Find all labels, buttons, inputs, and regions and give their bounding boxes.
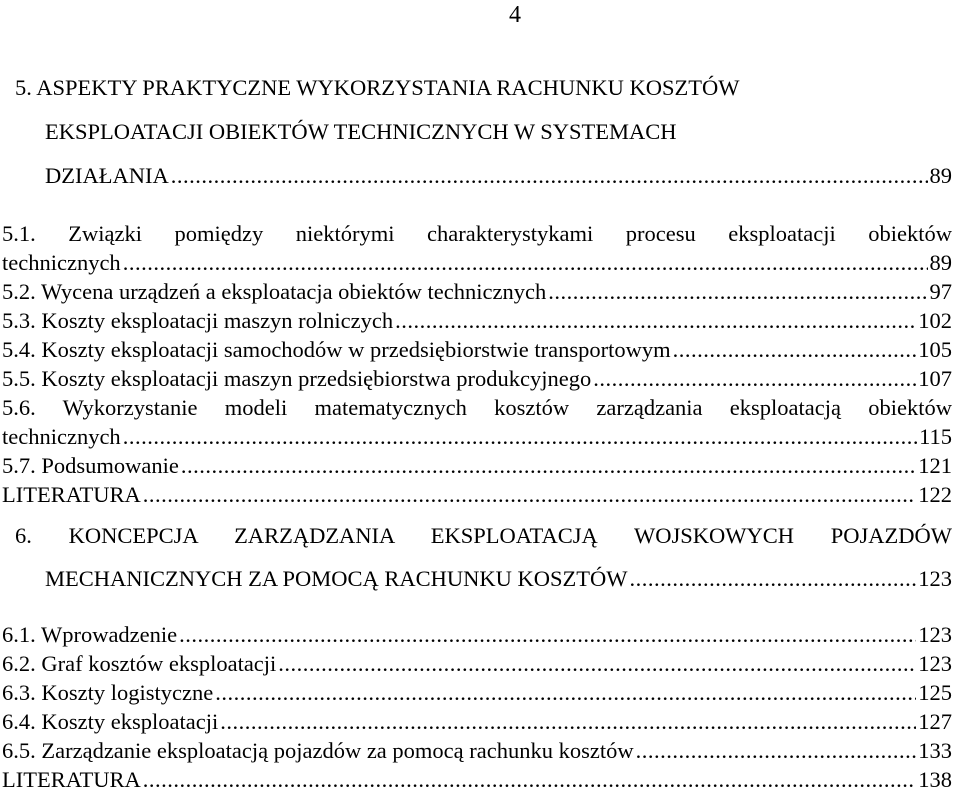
toc-page-number: 123 <box>918 651 952 676</box>
toc-page-number: 121 <box>918 453 952 478</box>
dot-leader <box>171 162 928 190</box>
toc-page-number: 123 <box>918 622 952 647</box>
toc-entry-title: 5.4. Koszty eksploatacji samochodów w przedsiębiorstwie transportowym <box>2 337 671 362</box>
dot-leader <box>220 708 916 736</box>
dot-leader <box>181 452 916 480</box>
toc-entry-title: LITERATURA <box>2 767 141 792</box>
toc-chapter-6-title-part1: 6. KONCEPCJA ZARZĄDZANIA EKSPLOATACJĄ WOJSKOWYCH POJAZDÓW <box>15 523 952 548</box>
toc-page-number: 97 <box>929 279 952 304</box>
toc-entry-title: technicznych <box>2 424 121 449</box>
toc-entry-title: 5.3. Koszty eksploatacji maszyn rolniczych <box>2 308 394 333</box>
dot-leader <box>395 307 916 335</box>
toc-entry-title: 5.1. Związki pomiędzy niektórymi charakterystykami procesu eksploatacji obiektów <box>2 221 952 246</box>
dot-leader <box>630 565 917 593</box>
page-number: 4 <box>509 2 521 28</box>
toc-page-number: 133 <box>918 738 952 763</box>
toc-chapter-5-title-part3: DZIAŁANIA <box>45 163 169 188</box>
dot-leader <box>278 650 916 678</box>
toc-page-number: 107 <box>918 366 952 391</box>
toc-entry-title: 6.1. Wprowadzenie <box>2 622 178 647</box>
dot-leader <box>123 249 928 277</box>
toc-entry-title: 6.3. Koszty logistyczne <box>2 680 214 705</box>
toc-entry-title: 5.2. Wycena urządzeń a eksploatacja obiektów technicznych <box>2 279 547 304</box>
dot-leader <box>593 365 916 393</box>
dot-leader <box>215 679 916 707</box>
toc-page-number: 115 <box>919 424 952 449</box>
toc-entry-title: 6.5. Zarządzanie eksploatacją pojazdów za pomocą rachunku kosztów <box>2 738 634 763</box>
dot-leader <box>636 737 917 765</box>
toc-page-number: 89 <box>929 250 952 275</box>
toc-entry-title: 5.5. Koszty eksploatacji maszyn przedsiębiorstwa produkcyjnego <box>2 366 592 391</box>
toc-chapter-6-title-part2: MECHANICZNYCH ZA POMOCĄ RACHUNKU KOSZTÓW <box>45 566 628 591</box>
toc-page-number: 125 <box>918 680 952 705</box>
toc-entry-title: 5.7. Podsumowanie <box>2 453 179 478</box>
toc-entry-title: technicznych <box>2 250 121 275</box>
dot-leader <box>548 278 927 306</box>
toc-entry-title: LITERATURA <box>2 482 141 507</box>
toc-page-number: 89 <box>929 163 952 188</box>
dot-leader <box>123 423 917 451</box>
toc-chapter-5-title-part2: EKSPLOATACJI OBIEKTÓW TECHNICZNYCH W SYSTEMACH <box>45 119 677 144</box>
toc-entry-title: 6.2. Graf kosztów eksploatacji <box>2 651 277 676</box>
toc-page-number: 127 <box>918 709 952 734</box>
toc-page-number: 138 <box>918 767 952 792</box>
dot-leader <box>143 481 917 509</box>
toc-entry-title: 5.6. Wykorzystanie modeli matematycznych kosztów zarządzania eksploatacją obiektów <box>2 395 952 420</box>
toc-chapter-5-title-part1: 5. ASPEKTY PRAKTYCZNE WYKORZYSTANIA RACHUNKU KOSZTÓW <box>15 75 740 100</box>
dot-leader <box>673 336 917 364</box>
dot-leader <box>179 621 916 649</box>
toc-page-number: 102 <box>918 308 952 333</box>
toc-page-number: 105 <box>918 337 952 362</box>
toc-page-number: 122 <box>918 482 952 507</box>
toc-page-number: 123 <box>918 566 952 591</box>
toc-entry-title: 6.4. Koszty eksploatacji <box>2 709 219 734</box>
